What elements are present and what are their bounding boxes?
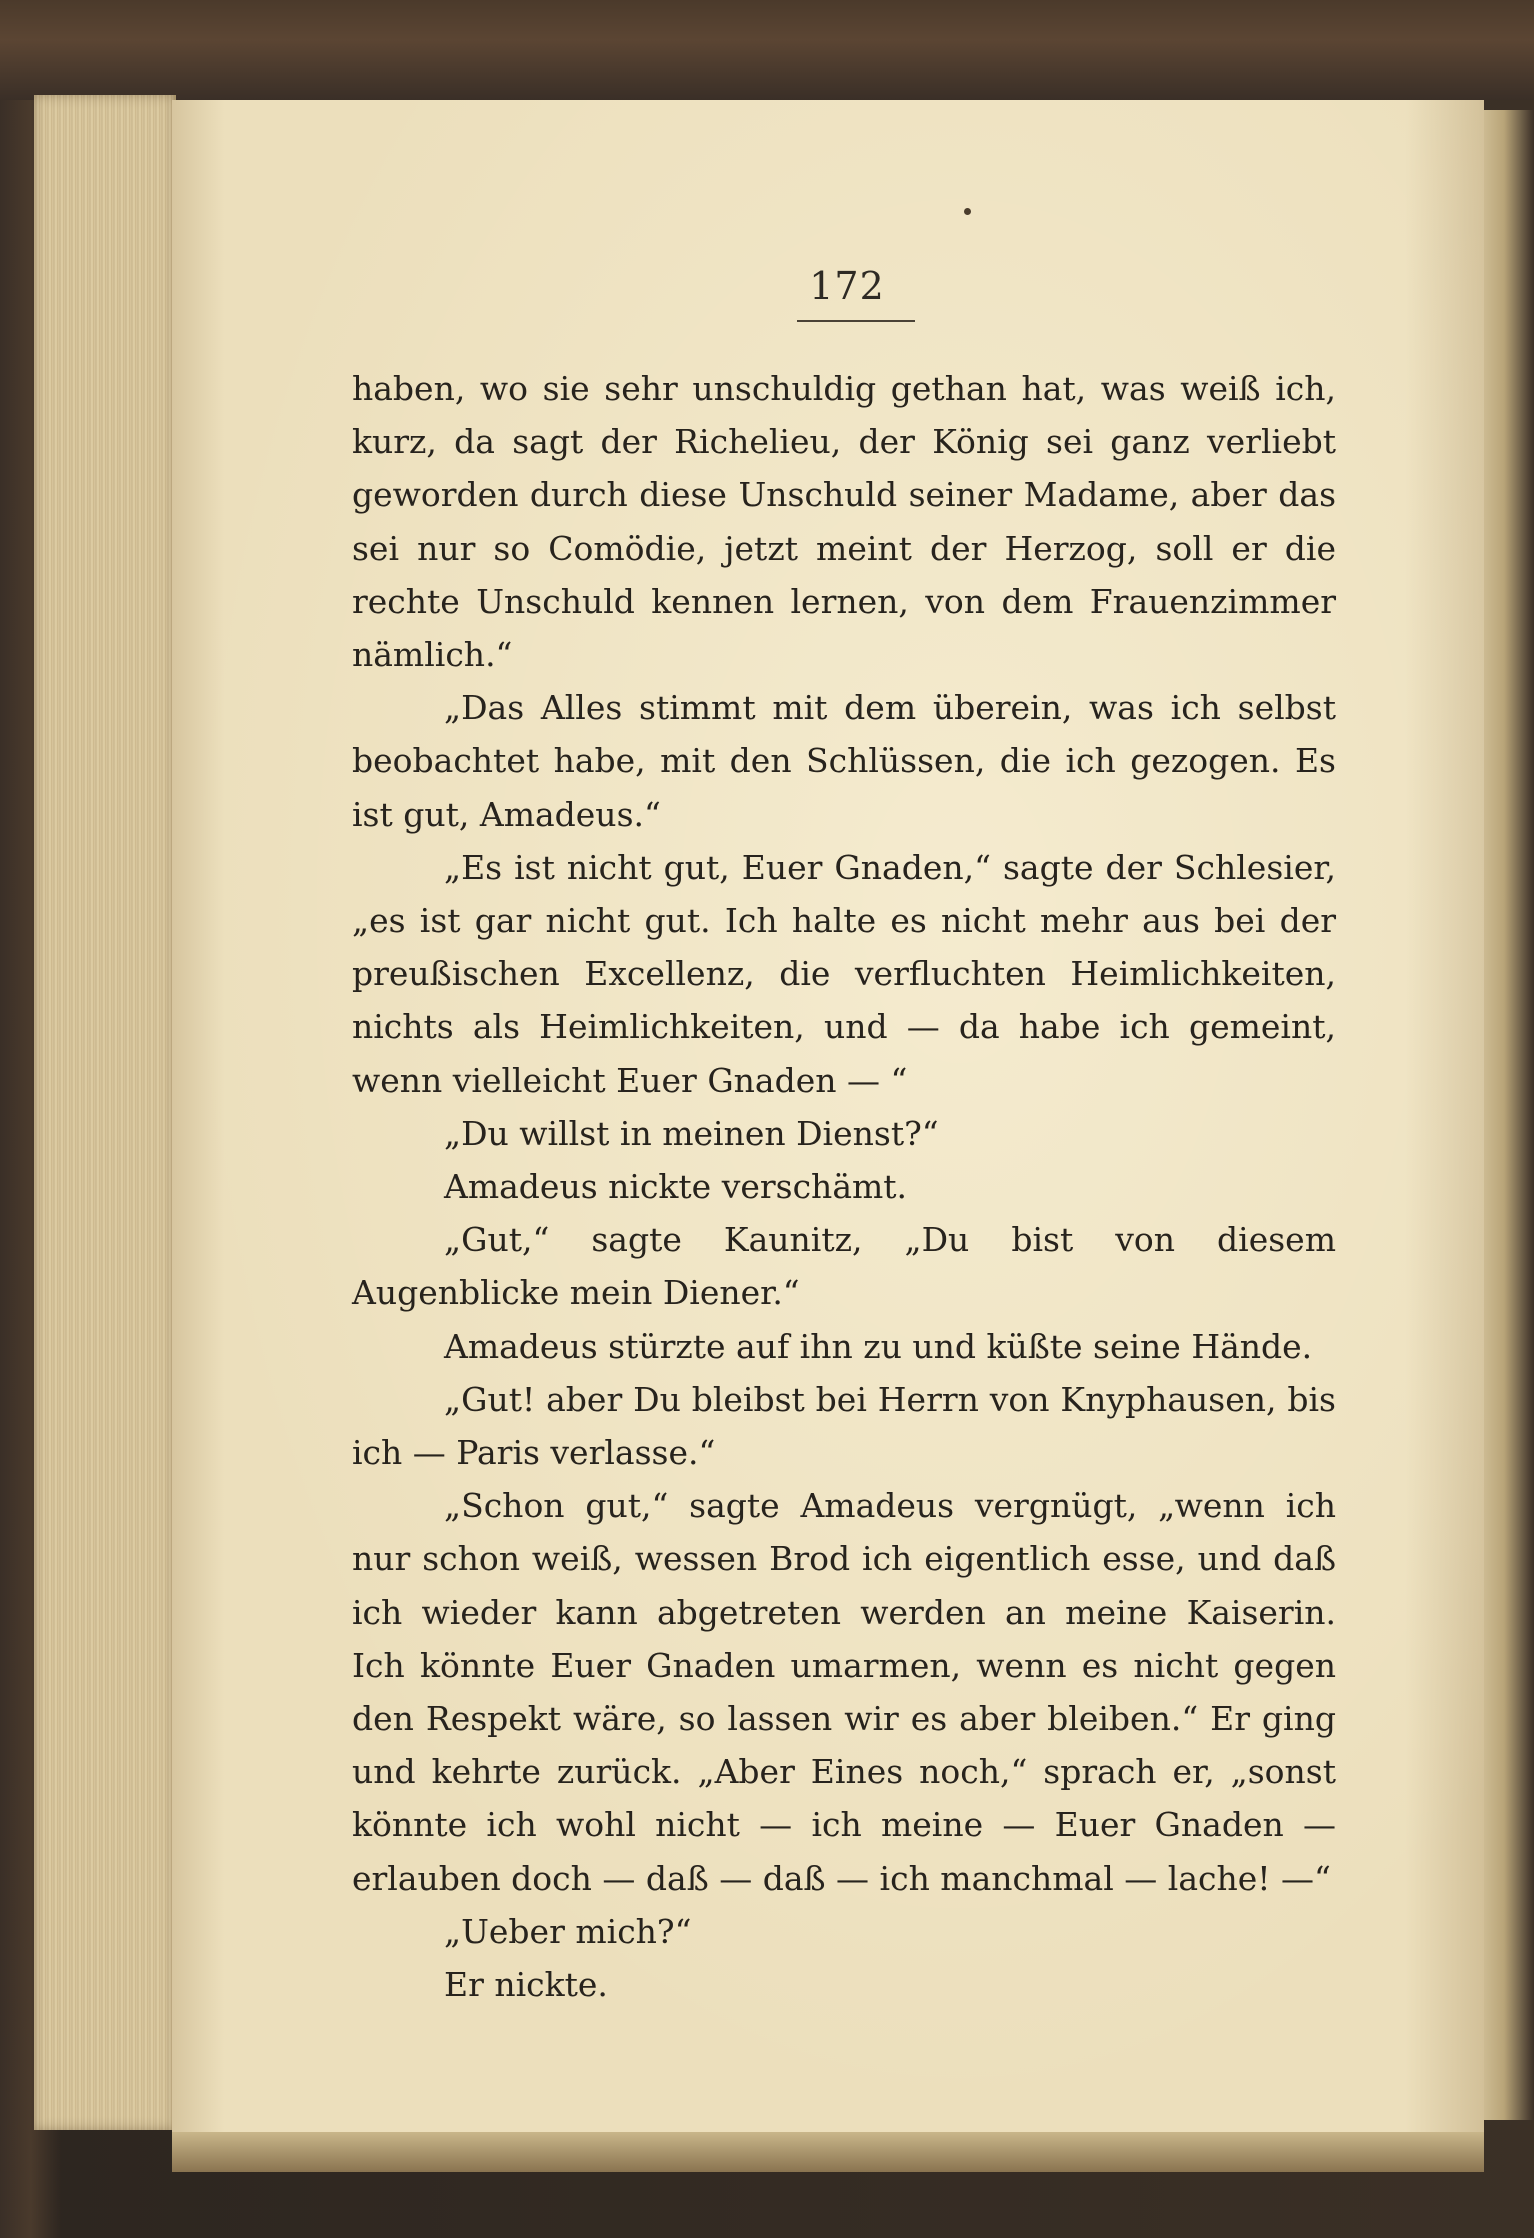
paragraph: „Gut! aber Du bleibst bei Herrn von Knyphausen, bis ich — Paris verlasse.“ xyxy=(352,1379,1336,1473)
book-cover-edge xyxy=(0,0,1534,100)
page-edge-right xyxy=(1484,110,1534,2120)
paragraph: Er nickte. xyxy=(444,1965,608,2005)
paragraph: „Es ist nicht gut, Euer Gnaden,“ sagte der Schlesier, „es ist gar nicht gut. Ich halte es nicht mehr aus bei der preußischen Excellenz, die verfluchten Heimlichkeiten, nichts als Heimlichkeiten, und — da habe ich gemeint, wenn vielleicht Euer Gnaden — “ xyxy=(352,847,1336,1100)
paragraph: „Schon gut,“ sagte Amadeus vergnügt, „wenn ich nur schon weiß, wessen Brod ich eigentlich esse, und daß ich wieder kann abgetreten werden an meine Kaiserin. Ich könnte Euer Gnaden umarmen, wenn es nicht gegen den Respekt wäre, so lassen wir es aber bleiben.“ Er ging und kehrte zurück. „Aber Eines noch,“ sprach er, „sonst könnte ich wohl nicht — ich meine — Euer Gnaden — erlauben doch — daß — daß — ich manchmal — lache! —“ xyxy=(352,1486,1336,1898)
ink-speck xyxy=(964,208,971,215)
page-number-rule xyxy=(797,320,915,322)
paragraph: „Du willst in meinen Dienst?“ xyxy=(444,1113,939,1153)
paragraph: Amadeus stürzte auf ihn zu und küßte seine Hände. xyxy=(444,1326,1313,1366)
paragraph: Amadeus nickte verschämt. xyxy=(444,1167,908,1207)
page-edges-left xyxy=(34,95,176,2130)
page-number: 172 xyxy=(809,264,885,308)
body-text xyxy=(352,362,1336,2011)
paragraph: „Gut,“ sagte Kaunitz, „Du bist von diesem Augenblicke mein Diener.“ xyxy=(352,1220,1336,1313)
page-edge-bottom xyxy=(172,2132,1484,2172)
paragraph: haben, wo sie sehr unschuldig gethan hat, was weiß ich, kurz, da sagt der Richelieu, der König sei ganz verliebt geworden durch diese Unschuld seiner Madame, aber das sei nur so Comödie, jetzt meint der Herzog, soll er die rechte Unschuld kennen lernen, von dem Frauenzimmer nämlich.“ xyxy=(352,369,1336,675)
paragraph: „Ueber mich?“ xyxy=(444,1911,692,1951)
paragraph: „Das Alles stimmt mit dem überein, was ich selbst beobachtet habe, mit den Schlüssen, die ich gezogen. Es ist gut, Amadeus.“ xyxy=(352,688,1336,834)
